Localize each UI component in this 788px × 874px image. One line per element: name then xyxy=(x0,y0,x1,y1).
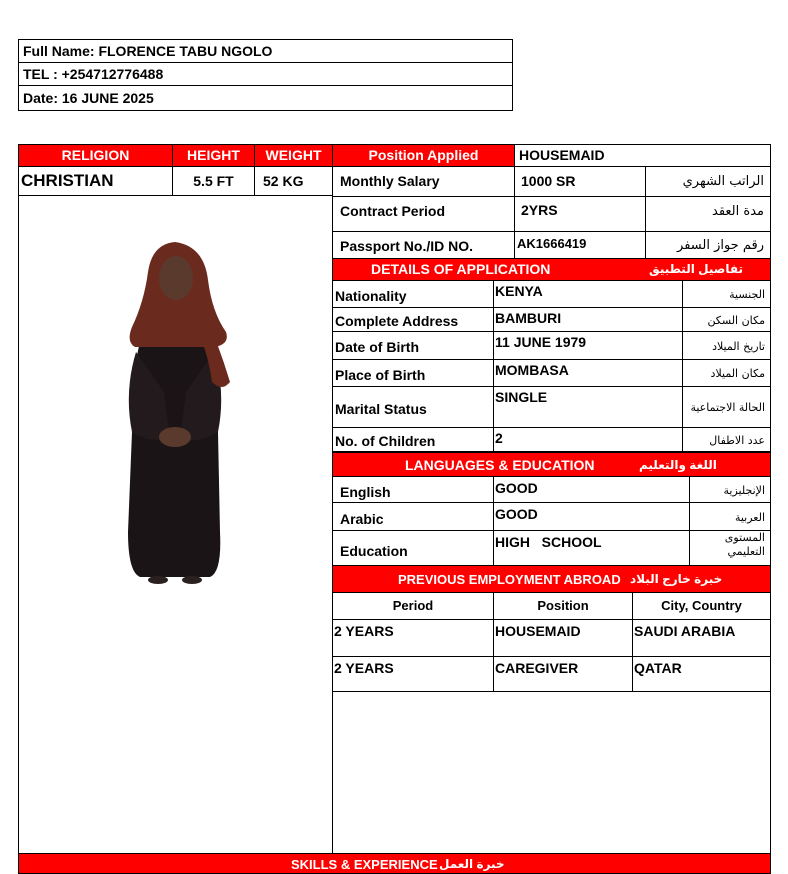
details-row-1-arabic: الجنسية xyxy=(682,280,771,308)
tel-text: TEL : +254712776488 xyxy=(23,66,164,82)
applicant-photo xyxy=(40,232,310,602)
contract-period-label-text: Contract Period xyxy=(340,203,446,219)
contract-period-value-text: 2YRS xyxy=(521,202,558,218)
languages-header xyxy=(332,452,771,477)
date-row xyxy=(18,85,513,111)
details-row-3-arabic: تاريخ الميلاد xyxy=(682,331,771,360)
position-applied-value-text: HOUSEMAID xyxy=(519,147,605,163)
employment-col-position: Position xyxy=(493,592,633,620)
passport-value xyxy=(514,231,646,259)
details-title: DETAILS OF APPLICATION xyxy=(371,261,551,277)
position-applied-value xyxy=(514,144,771,167)
passport-arabic xyxy=(645,231,771,259)
height-value xyxy=(172,166,255,196)
details-row-3-label: Date of Birth xyxy=(332,331,494,360)
skills-title: SKILLS & EXPERIENCE xyxy=(291,857,438,872)
languages-row-3-value: HIGH SCHOOL xyxy=(493,530,690,566)
languages-row-2-label: Arabic xyxy=(332,502,494,531)
languages-row-3-label: Education xyxy=(332,530,494,566)
languages-row-1-value: GOOD xyxy=(493,476,690,503)
employment-row-1-city-country: SAUDI ARABIA xyxy=(632,619,771,657)
date-text: Date: 16 JUNE 2025 xyxy=(23,90,154,106)
skills-header xyxy=(18,853,771,874)
details-row-4-value: MOMBASA xyxy=(493,359,683,387)
monthly-salary-value xyxy=(514,166,646,197)
details-row-3-value: 11 JUNE 1979 xyxy=(493,331,683,360)
monthly-salary-arabic-text: الراتب الشهري xyxy=(682,174,764,189)
details-row-5-label: Marital Status xyxy=(332,386,494,428)
employment-title: PREVIOUS EMPLOYMENT ABROAD xyxy=(398,572,621,587)
contract-period-value xyxy=(514,196,646,232)
weight-value xyxy=(254,166,333,196)
languages-title-arabic: اللغة والتعليم xyxy=(639,458,717,472)
details-row-5-value: SINGLE xyxy=(493,386,683,428)
passport-label xyxy=(332,231,515,259)
religion-value-text: CHRISTIAN xyxy=(21,171,114,190)
employment-row-2-period: 2 YEARS xyxy=(332,656,494,692)
languages-row-1-arabic: الإنجليزية xyxy=(689,476,771,503)
employment-col-city-country: City, Country xyxy=(632,592,771,620)
languages-row-2-arabic: العربية xyxy=(689,502,771,531)
passport-label-text: Passport No./ID NO. xyxy=(340,238,474,254)
skills-title-arabic: خبرة العمل xyxy=(439,857,505,871)
position-applied-label: Position Applied xyxy=(332,144,515,167)
weight-header: WEIGHT xyxy=(254,144,333,167)
full-name-text: Full Name: FLORENCE TABU NGOLO xyxy=(23,43,273,59)
employment-row-2-city-country: QATAR xyxy=(632,656,771,692)
details-row-2-value: BAMBURI xyxy=(493,307,683,332)
employment-title-arabic: خبرة خارج البلاد xyxy=(630,572,723,586)
employment-row-1-position: HOUSEMAID xyxy=(493,619,633,657)
contract-period-label xyxy=(332,196,515,232)
height-value-text: 5.5 FT xyxy=(193,173,234,189)
monthly-salary-label-text: Monthly Salary xyxy=(340,173,440,189)
full-name-row xyxy=(18,39,513,63)
details-row-4-label: Place of Birth xyxy=(332,359,494,387)
contract-period-arabic xyxy=(645,196,771,232)
employment-row-2-position: CAREGIVER xyxy=(493,656,633,692)
monthly-salary-label xyxy=(332,166,515,197)
religion-value xyxy=(18,166,173,196)
details-header xyxy=(332,258,771,281)
languages-row-2-value: GOOD xyxy=(493,502,690,531)
details-row-6-value: 2 xyxy=(493,427,683,452)
details-row-5-arabic: الحالة الاجتماعية xyxy=(682,386,771,428)
monthly-salary-value-text: 1000 SR xyxy=(521,173,576,189)
employment-row-1-period: 2 YEARS xyxy=(332,619,494,657)
languages-title: LANGUAGES & EDUCATION xyxy=(405,457,595,473)
details-row-6-label: No. of Children xyxy=(332,427,494,452)
employment-header xyxy=(332,565,771,593)
religion-header: RELIGION xyxy=(18,144,173,167)
weight-value-text: 52 KG xyxy=(263,173,304,189)
details-row-4-arabic: مكان الميلاد xyxy=(682,359,771,387)
languages-row-3-arabic: المستوى التعليمي xyxy=(689,530,771,566)
details-row-1-label: Nationality xyxy=(332,280,494,308)
languages-row-1-label: English xyxy=(332,476,494,503)
details-row-6-arabic: عدد الاطفال xyxy=(682,427,771,452)
details-title-arabic: تفاصيل التطبيق xyxy=(649,262,744,276)
details-row-2-arabic: مكان السكن xyxy=(682,307,771,332)
applicant-figure-illustration xyxy=(40,232,310,602)
passport-value-text: AK1666419 xyxy=(517,236,587,251)
details-row-1-value: KENYA xyxy=(493,280,683,308)
employment-col-period: Period xyxy=(332,592,494,620)
tel-row xyxy=(18,62,513,86)
details-row-2-label: Complete Address xyxy=(332,307,494,332)
passport-arabic-text: رقم جواز السفر xyxy=(677,238,764,253)
monthly-salary-arabic xyxy=(645,166,771,197)
contract-period-arabic-text: مدة العقد xyxy=(712,204,764,219)
height-header: HEIGHT xyxy=(172,144,255,167)
